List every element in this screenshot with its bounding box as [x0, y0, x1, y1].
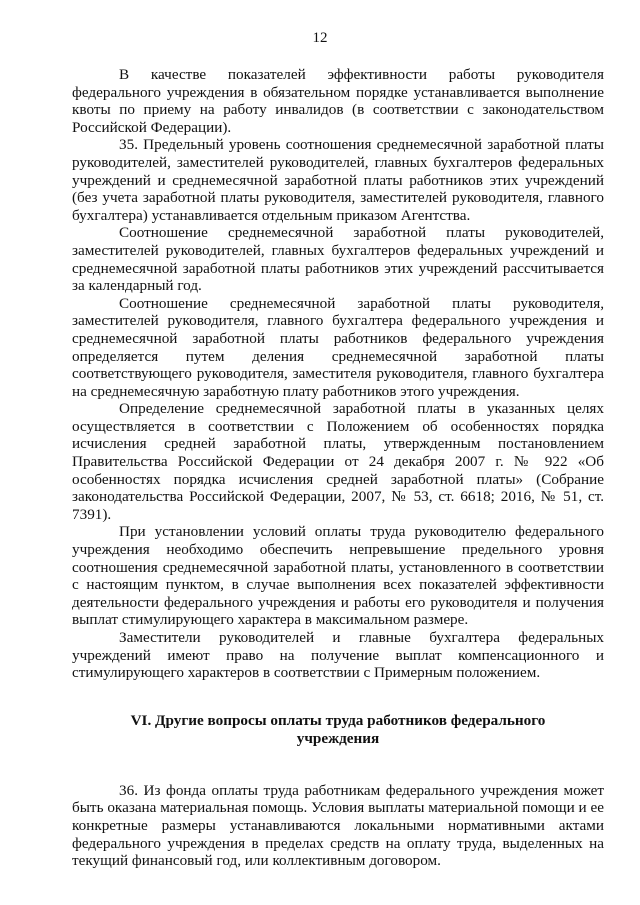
- paragraph-ratio-calculation-period: Соотношение среднемесячной заработной платы руководителей, заместителей руководителей, главных бухгалтеров федеральных учреждений и среднемесячной заработной платы работников этих учреждений рассчитывается за календарный год.: [72, 224, 604, 295]
- paragraph-item-36: 36. Из фонда оплаты труда работникам федерального учреждения может быть оказана материальная помощь. Условия выплаты материальной помощи и ее конкретные размеры устанавливаются локальными нормативными актами федерального учреждения в пределах средств на оплату труда, выделенных на текущий финансовый год, или коллективным договором.: [72, 781, 604, 870]
- paragraph-item-35: 35. Предельный уровень соотношения среднемесячной заработной платы руководителей, заместителей руководителей, главных бухгалтеров федеральных учреждений и среднемесячной заработной платы работников этих учреждений (без учета заработной платы руководителя, заместителей руководителя, главного бухгалтера) устанавливается отдельным приказом Агентства.: [72, 136, 604, 224]
- page-number: 12: [312, 30, 328, 46]
- document-body: [72, 66, 604, 870]
- section-heading: VI. Другие вопросы оплаты труда работников федерального учреждения: [130, 711, 546, 747]
- paragraph-salary-conditions: При установлении условий оплаты труда руководителю федерального учреждения необходимо обеспечить непревышение предельного уровня соотношения среднемесячной заработной платы, установленного в соответствии с настоящим пунктом, в случае выполнения всех показателей эффективности деятельности федерального учреждения и работы его руководителя и получения выплат стимулирующего характера в максимальном размере.: [72, 523, 604, 629]
- paragraph-ratio-definition: Соотношение среднемесячной заработной платы руководителя, заместителей руководителя, главного бухгалтера федерального учреждения и среднемесячной заработной платы работников федерального учреждения определяется путем деления среднемесячной заработной платы соответствующего руководителя, заместителя руководителя, главного бухгалтера на среднемесячную заработную плату работников этого учреждения.: [72, 294, 604, 400]
- paragraph-disabled-quota: В качестве показателей эффективности работы руководителя федерального учреждения в обязательном порядке устанавливается выполнение квоты по приему на работу инвалидов (в соответствии с законодательством Российской Федерации).: [72, 66, 604, 136]
- paragraph-average-salary-determination: Определение среднемесячной заработной платы в указанных целях осуществляется в соответствии с Положением об особенностях порядка исчисления средней заработной платы, утвержденным постановлением Правительства Российской Федерации от 24 декабря 2007 г. № 922 «Об особенностях порядка исчисления средней заработной платы» (Собрание законодательства Российской Федерации, 2007, № 53, ст. 6618; 2016, № 51, ст. 7391).: [72, 400, 604, 523]
- paragraph-deputies-payments: Заместители руководителей и главные бухгалтера федеральных учреждений имеют право на получение выплат компенсационного и стимулирующего характеров в соответствии с Примерным положением.: [72, 629, 604, 682]
